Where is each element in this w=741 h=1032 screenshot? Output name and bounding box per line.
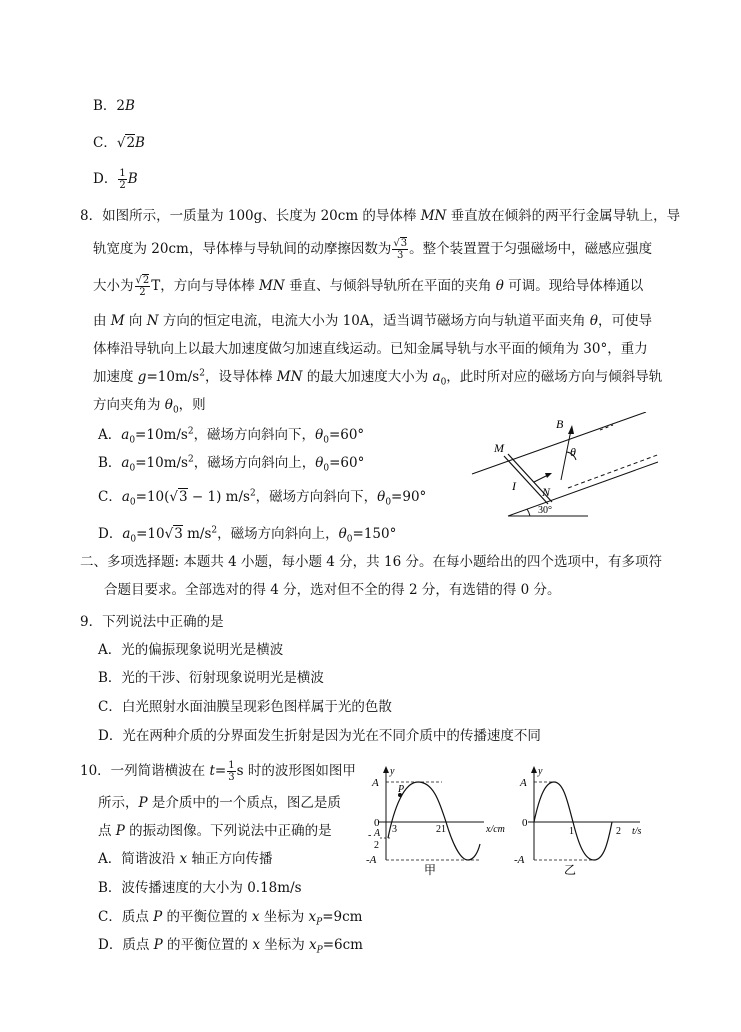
vibration-curve <box>534 782 612 860</box>
label-A: A <box>372 777 379 789</box>
q10-wave-figure-jia <box>360 764 520 876</box>
label-m: M <box>494 441 504 455</box>
q8-stem-line-5: 体棒沿导轨向上以最大加速度做匀加速直线运动。已知金属导轨与水平面的倾角为 30°，重力 <box>93 341 648 357</box>
label-y: y <box>390 766 395 777</box>
label-A: A <box>520 777 527 789</box>
mid-dash <box>568 454 660 488</box>
section-2-heading-line-2: 合题目要求。全部选对的得 4 分，选对但不全的得 2 分，有选错的得 0 分。 <box>104 582 561 598</box>
label-taxis: t/s <box>632 826 642 837</box>
label-b: B <box>556 417 564 431</box>
caption-yi: 乙 <box>564 863 577 876</box>
q8-option-b: B．$a_0=10m/s^2$，磁场方向斜向上，$\theta_0=60^\circ$ <box>98 454 365 474</box>
label-zero: 0 <box>522 817 528 829</box>
section-2-heading-line-1: 二、多项选择题: 本题共 4 小题，每小题 4 分，共 16 分。在每小题给出的四个选项中，有多项符 <box>80 554 662 570</box>
q8-stem-line-3: 大小为 $\frac{√2}{2}$ T，方向与导体棒 MN 垂直、与倾斜导轨所在平面的夹角 θ 可调。现给导体棒通以 <box>93 275 644 298</box>
q8-incline-figure <box>468 412 668 522</box>
q8-option-d: D．$a_0=10√3$ $m/s^2$，磁场方向斜向上，$\theta_0=150^\circ$ <box>98 525 397 545</box>
y-axis-arrow <box>383 766 389 773</box>
q10-stem-line-2: 所示，P 是介质中的一个质点，图乙是质 <box>98 795 341 811</box>
q9-option-d: D．光在两种介质的分界面发生折射是因为光在不同介质中的传播速度不同 <box>98 728 541 744</box>
q9-option-b: B．光的干涉、衍射现象说明光是横波 <box>98 670 324 686</box>
label-n: N <box>542 485 551 499</box>
current-arrow <box>534 475 548 482</box>
b-field-arrow-head <box>568 425 574 434</box>
q10-option-c: C．质点 P 的平衡位置的 x 坐标为 $x_P=9cm$ <box>98 909 363 928</box>
lower-rail <box>508 462 658 516</box>
tick-21: 21 <box>436 824 446 835</box>
q7-option-d: D． $\frac{1}{2}$ B <box>93 168 138 191</box>
q10-stem-line-3: 点 P 的振动图像。下列说法中正确的是 <box>98 823 332 839</box>
q7-option-b: B．2B <box>93 98 135 114</box>
tick-2: 2 <box>616 826 621 837</box>
tick-1: 1 <box>569 826 574 837</box>
label-angle: 30° <box>538 505 552 516</box>
q8-stem-line-2: 轨宽度为 20cm，导体棒与导轨间的动摩擦因数为 $\frac{√3}{3}$ 。整个装置置于匀强磁场中，磁感应强度 <box>93 238 653 261</box>
q9-option-c: C．白光照射水面油膜呈现彩色图样属于光的色散 <box>98 699 392 715</box>
q10-stem-line-1: 10．一列简谐横波在 t= $\frac{1}{3}$ s 时的波形图如图甲 <box>80 760 356 783</box>
label-theta: θ <box>570 445 576 459</box>
q9-option-a: A．光的偏振现象说明光是横波 <box>98 642 284 658</box>
q8-option-a: A．$a_0=10m/s^2$，磁场方向斜向下，$\theta_0=60^\circ$ <box>98 426 365 446</box>
label-half-sign: - <box>368 830 372 841</box>
label-negA: -A <box>366 854 377 866</box>
q8-stem-line-7: 方向夹角为 $\theta_0$，则 <box>93 397 206 416</box>
y-axis-arrow <box>531 766 537 773</box>
q10-vibration-figure-yi <box>512 764 662 876</box>
angle-arc-30 <box>527 509 530 516</box>
q8-stem-line-6: 加速度 $g=10m/s^2$，设导体棒 MN 的最大加速度大小为 $a_0$，此时所对应的磁场方向与倾斜导轨 <box>93 368 663 388</box>
label-half-den: 2 <box>374 840 379 851</box>
q8-stem-line-4: 由 M 向 N 方向的恒定电流，电流大小为 10A，适当调节磁场方向与轨道平面夹角 θ，可使导 <box>93 313 652 329</box>
label-i: I <box>512 479 516 493</box>
label-y: y <box>538 766 543 777</box>
current-arrow-head <box>545 473 552 478</box>
q10-option-d: D．质点 P 的平衡位置的 x 坐标为 $x_P=6cm$ <box>98 937 363 956</box>
label-P: P <box>398 784 405 795</box>
q7-option-c: C．√2B <box>93 135 145 151</box>
q8-option-c: C．$a_0=10(√3 - 1)$ $m/s^2$，磁场方向斜向下，$\theta_0=90^\circ$ <box>98 488 427 508</box>
q10-option-a: A．简谐波沿 x 轴正方向传播 <box>98 851 273 867</box>
label-xaxis: x/cm <box>486 824 505 835</box>
tick-3: 3 <box>392 824 397 835</box>
label-negA: -A <box>514 854 525 866</box>
label-zero: 0 <box>374 817 380 829</box>
label-half-num: A <box>374 828 381 839</box>
q8-stem-line-1: 8．如图所示，一质量为 100g、长度为 20cm 的导体棒 MN 垂直放在倾斜的两平行金属导轨上，导 <box>80 208 681 224</box>
q9-stem: 9．下列说法中正确的是 <box>80 614 224 630</box>
caption-jia: 甲 <box>424 863 437 876</box>
q10-option-b: B．波传播速度的大小为 0.18m/s <box>98 880 302 896</box>
